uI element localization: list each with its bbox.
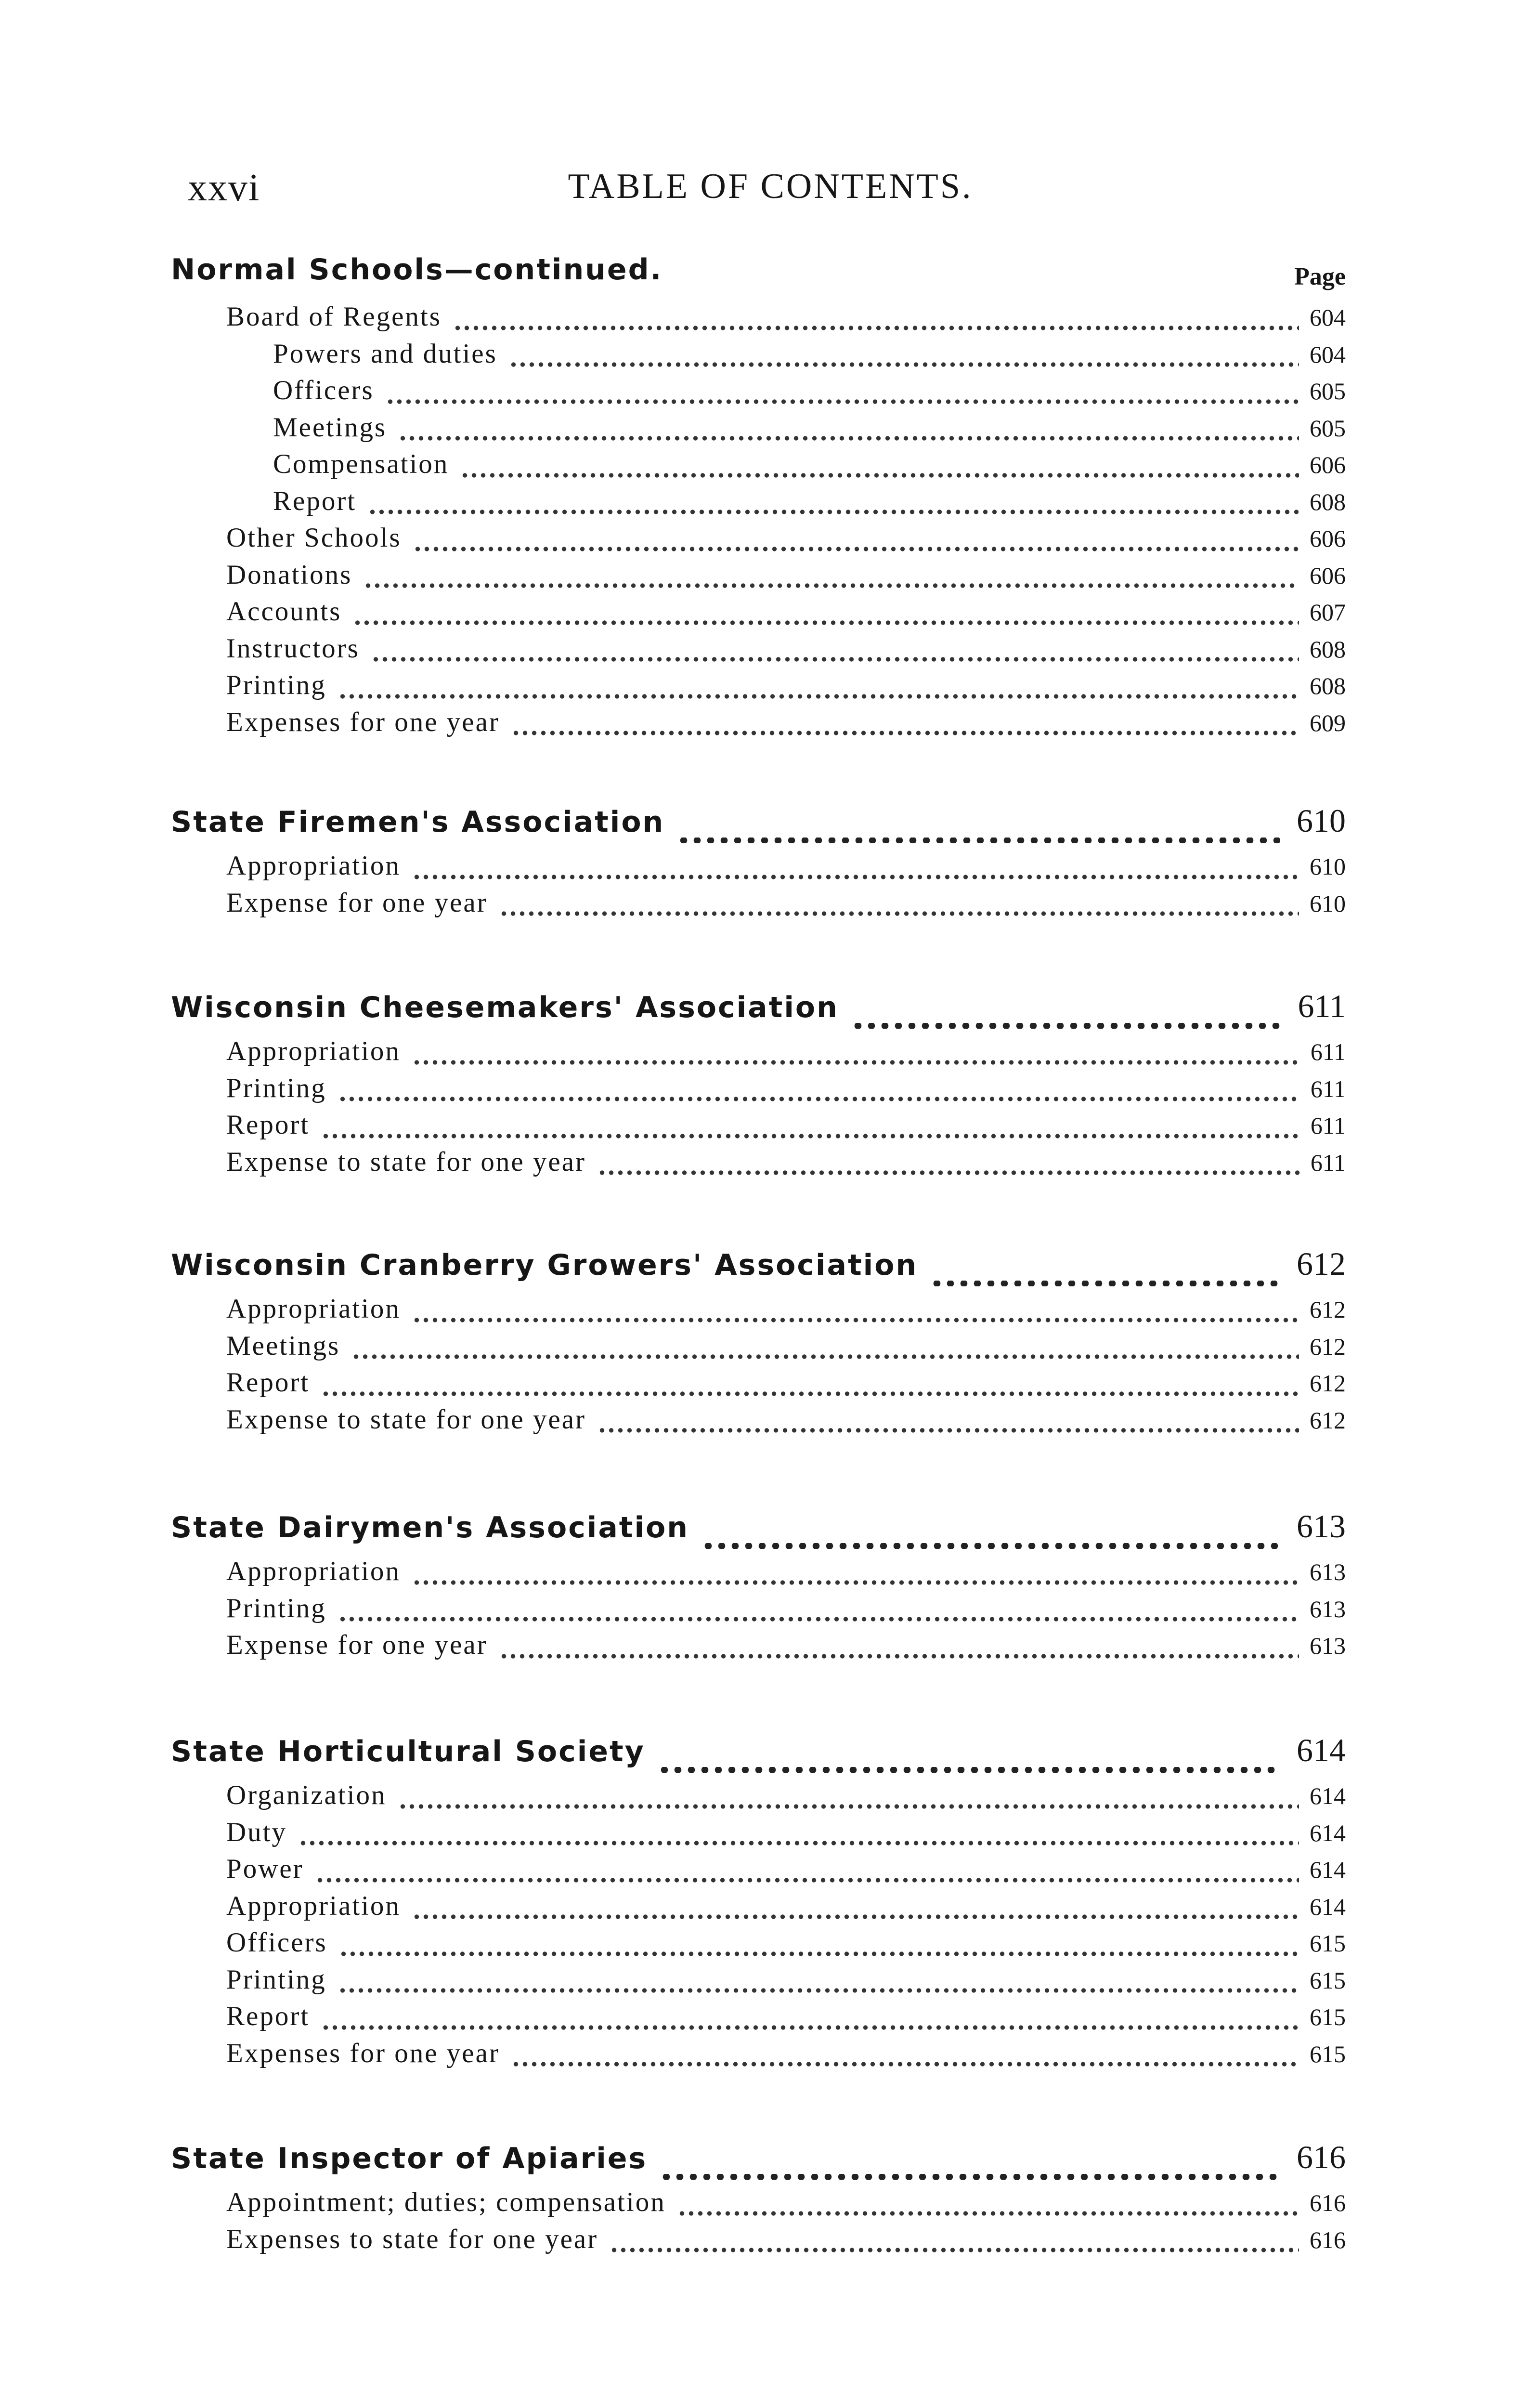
section-heading bbox=[171, 1245, 1346, 1293]
toc-entry bbox=[171, 1853, 1346, 1890]
dot-leader bbox=[460, 473, 1299, 478]
toc-entry bbox=[171, 2186, 1346, 2224]
entry-page-number: 609 bbox=[1310, 709, 1346, 736]
entry-page-number: 611 bbox=[1310, 1038, 1346, 1065]
section-page-number: 612 bbox=[1297, 1245, 1346, 1282]
dot-leader bbox=[412, 1060, 1300, 1065]
section-heading bbox=[171, 802, 1346, 850]
section-title: Normal Schools—continued. bbox=[171, 253, 663, 287]
toc-entry bbox=[171, 1927, 1346, 1964]
toc-entry bbox=[171, 485, 1346, 523]
section-page-number: 616 bbox=[1297, 2139, 1346, 2175]
entry-page-number: 612 bbox=[1310, 1406, 1346, 1434]
dot-leader bbox=[353, 620, 1299, 625]
entry-label: Expenses to state for one year bbox=[226, 2224, 598, 2254]
dot-leader bbox=[398, 1804, 1299, 1809]
entry-label: Expense to state for one year bbox=[226, 1404, 586, 1435]
toc-entry bbox=[171, 2038, 1346, 2075]
entry-page-number: 616 bbox=[1310, 2189, 1346, 2216]
entry-label: Powers and duties bbox=[273, 338, 497, 369]
entry-page-number: 606 bbox=[1310, 451, 1346, 478]
entry-label: Officers bbox=[226, 1927, 327, 1958]
entry-page-number: 611 bbox=[1310, 1149, 1346, 1176]
toc-entry bbox=[171, 669, 1346, 707]
page-column-label: Page bbox=[1294, 263, 1346, 290]
dot-leader bbox=[315, 1878, 1299, 1883]
toc-entry bbox=[171, 1629, 1346, 1666]
toc-entry bbox=[171, 2001, 1346, 2038]
running-title: TABLE OF CONTENTS. bbox=[568, 167, 973, 206]
entry-label: Printing bbox=[226, 670, 326, 700]
entry-label: Report bbox=[226, 2001, 310, 2031]
entry-list bbox=[171, 850, 1346, 924]
section-page-number: 611 bbox=[1298, 988, 1346, 1024]
toc-section bbox=[171, 1245, 1346, 1440]
dot-leader bbox=[368, 510, 1299, 514]
dot-leader bbox=[509, 362, 1299, 367]
entry-page-number: 614 bbox=[1310, 1893, 1346, 1920]
dot-leader bbox=[702, 1543, 1280, 1549]
toc-entry bbox=[171, 633, 1346, 670]
toc-entry bbox=[171, 301, 1346, 338]
toc-entry bbox=[171, 1964, 1346, 2001]
entry-page-number: 608 bbox=[1310, 672, 1346, 699]
section-title: State Inspector of Apiaries bbox=[171, 2142, 648, 2175]
toc-entry bbox=[171, 1146, 1346, 1183]
entry-page-number: 611 bbox=[1310, 1075, 1346, 1102]
entry-label: Other Schools bbox=[226, 523, 402, 553]
entry-page-number: 614 bbox=[1310, 1782, 1346, 1809]
section-page-number: 613 bbox=[1297, 1508, 1346, 1544]
entry-label: Printing bbox=[226, 1593, 326, 1623]
section-title: Wisconsin Cranberry Growers' Association bbox=[171, 1248, 918, 1282]
section-heading bbox=[171, 253, 1346, 301]
dot-leader bbox=[338, 1988, 1299, 1993]
entry-page-number: 604 bbox=[1310, 304, 1346, 331]
entry-page-number: 606 bbox=[1310, 525, 1346, 552]
dot-leader bbox=[321, 1391, 1299, 1396]
page-header bbox=[188, 166, 1353, 224]
entry-label: Power bbox=[226, 1854, 304, 1884]
toc-section bbox=[171, 2138, 1346, 2260]
dot-leader bbox=[398, 436, 1299, 441]
entry-label: Meetings bbox=[273, 412, 387, 443]
dot-leader bbox=[851, 1023, 1280, 1029]
entry-list bbox=[171, 1556, 1346, 1666]
entry-page-number: 607 bbox=[1310, 599, 1346, 626]
entry-label: Report bbox=[226, 1110, 310, 1140]
section-title: Wisconsin Cheesemakers' Association bbox=[171, 991, 839, 1024]
toc-entry bbox=[171, 707, 1346, 744]
dot-leader bbox=[511, 731, 1299, 735]
dot-leader bbox=[453, 326, 1299, 330]
toc-entry bbox=[171, 1817, 1346, 1854]
toc-entry bbox=[171, 338, 1346, 375]
toc-entry bbox=[171, 1073, 1346, 1110]
toc-entry bbox=[171, 887, 1346, 924]
toc-entry bbox=[171, 1556, 1346, 1593]
dot-leader bbox=[413, 547, 1299, 551]
dot-leader bbox=[660, 2174, 1280, 2180]
entry-page-number: 615 bbox=[1310, 1930, 1346, 1957]
entry-list bbox=[171, 1780, 1346, 2074]
dot-leader bbox=[598, 1428, 1299, 1433]
entry-page-number: 613 bbox=[1310, 1558, 1346, 1585]
dot-leader bbox=[321, 1134, 1300, 1139]
entry-label: Appointment; duties; compensation bbox=[226, 2187, 666, 2217]
section-page-number: 614 bbox=[1297, 1732, 1346, 1768]
dot-leader bbox=[321, 2025, 1299, 2030]
entry-label: Meetings bbox=[226, 1330, 340, 1361]
entry-label: Expense for one year bbox=[226, 1630, 488, 1660]
toc-entry bbox=[171, 559, 1346, 596]
toc-entry bbox=[171, 1890, 1346, 1927]
entry-page-number: 608 bbox=[1310, 635, 1346, 663]
dot-leader bbox=[412, 1580, 1299, 1585]
entry-page-number: 615 bbox=[1310, 2003, 1346, 2030]
dot-leader bbox=[339, 1951, 1299, 1956]
dot-leader bbox=[930, 1281, 1280, 1286]
entry-page-number: 612 bbox=[1310, 1333, 1346, 1360]
toc-entry bbox=[171, 1109, 1346, 1146]
entry-label: Duty bbox=[226, 1817, 287, 1847]
entry-page-number: 614 bbox=[1310, 1819, 1346, 1846]
toc-entry bbox=[171, 1035, 1346, 1073]
section-title: State Firemen's Association bbox=[171, 805, 665, 839]
entry-page-number: 604 bbox=[1310, 340, 1346, 368]
toc-entry bbox=[171, 1404, 1346, 1441]
section-title: State Horticultural Society bbox=[171, 1735, 645, 1768]
entry-page-number: 610 bbox=[1310, 890, 1346, 917]
dot-leader bbox=[412, 1318, 1299, 1322]
entry-label: Expense for one year bbox=[226, 887, 488, 918]
toc-entry bbox=[171, 412, 1346, 449]
entry-label: Accounts bbox=[226, 596, 342, 627]
dot-leader bbox=[677, 2211, 1299, 2216]
dot-leader bbox=[371, 657, 1299, 662]
toc-section bbox=[171, 253, 1346, 743]
dot-leader bbox=[598, 1170, 1300, 1175]
section-page-number: 610 bbox=[1297, 802, 1346, 839]
toc-section bbox=[171, 802, 1346, 924]
entry-page-number: 611 bbox=[1310, 1112, 1346, 1139]
dot-leader bbox=[511, 2062, 1299, 2067]
entry-label: Expense to state for one year bbox=[226, 1146, 586, 1177]
dot-leader bbox=[338, 694, 1299, 699]
toc-entry bbox=[171, 850, 1346, 887]
entry-label: Organization bbox=[226, 1780, 387, 1810]
entry-list bbox=[171, 1293, 1346, 1440]
toc-entry bbox=[171, 375, 1346, 412]
toc-entry bbox=[171, 596, 1346, 633]
dot-leader bbox=[412, 1914, 1299, 1919]
toc-entry bbox=[171, 1593, 1346, 1630]
entry-label: Board of Regents bbox=[226, 301, 442, 332]
toc-section bbox=[171, 1507, 1346, 1666]
dot-leader bbox=[386, 399, 1299, 404]
entry-label: Appropriation bbox=[226, 851, 401, 881]
entry-page-number: 612 bbox=[1310, 1370, 1346, 1397]
section-title: State Dairymen's Association bbox=[171, 1511, 689, 1544]
toc-entry bbox=[171, 1330, 1346, 1367]
entry-label: Appropriation bbox=[226, 1556, 401, 1586]
dot-leader bbox=[364, 583, 1299, 588]
dot-leader bbox=[658, 1767, 1280, 1773]
entry-page-number: 608 bbox=[1310, 488, 1346, 515]
entry-page-number: 610 bbox=[1310, 853, 1346, 880]
page-number: xxvi bbox=[188, 167, 260, 209]
entry-label: Printing bbox=[226, 1073, 326, 1103]
dot-leader bbox=[610, 2248, 1299, 2252]
entry-label: Expenses for one year bbox=[226, 707, 500, 737]
entry-label: Compensation bbox=[273, 449, 449, 479]
entry-page-number: 615 bbox=[1310, 2040, 1346, 2068]
section-heading bbox=[171, 987, 1346, 1035]
toc-entry bbox=[171, 522, 1346, 559]
entry-label: Officers bbox=[273, 375, 374, 406]
entry-label: Appropriation bbox=[226, 1036, 401, 1066]
entry-list bbox=[171, 1035, 1346, 1183]
section-heading bbox=[171, 1507, 1346, 1556]
entry-page-number: 605 bbox=[1310, 414, 1346, 442]
dot-leader bbox=[677, 838, 1280, 843]
entry-page-number: 605 bbox=[1310, 378, 1346, 405]
entry-label: Instructors bbox=[226, 633, 360, 664]
entry-list bbox=[171, 2186, 1346, 2260]
entry-page-number: 616 bbox=[1310, 2226, 1346, 2253]
entry-page-number: 606 bbox=[1310, 562, 1346, 589]
toc-entry bbox=[171, 2224, 1346, 2261]
toc-entry bbox=[171, 1780, 1346, 1817]
dot-leader bbox=[351, 1354, 1299, 1359]
toc-section bbox=[171, 987, 1346, 1183]
entry-label: Report bbox=[226, 1367, 310, 1398]
toc-entry bbox=[171, 1367, 1346, 1404]
entry-label: Expenses for one year bbox=[226, 2038, 500, 2068]
entry-label: Appropriation bbox=[226, 1890, 401, 1921]
section-heading bbox=[171, 1731, 1346, 1780]
dot-leader bbox=[299, 1841, 1299, 1845]
entry-page-number: 614 bbox=[1310, 1856, 1346, 1883]
section-heading bbox=[171, 2138, 1346, 2186]
dot-leader bbox=[338, 1097, 1300, 1101]
entry-page-number: 613 bbox=[1310, 1595, 1346, 1623]
entry-label: Report bbox=[273, 485, 357, 516]
dot-leader bbox=[412, 875, 1299, 879]
entry-page-number: 613 bbox=[1310, 1632, 1346, 1659]
toc-entry bbox=[171, 1293, 1346, 1330]
dot-leader bbox=[499, 1654, 1299, 1659]
dot-leader bbox=[338, 1617, 1299, 1622]
entry-label: Appropriation bbox=[226, 1294, 401, 1324]
entry-page-number: 615 bbox=[1310, 1966, 1346, 1994]
entry-page-number: 612 bbox=[1310, 1296, 1346, 1323]
toc-entry bbox=[171, 448, 1346, 485]
toc-section bbox=[171, 1731, 1346, 2074]
entry-label: Donations bbox=[226, 559, 352, 590]
entry-list bbox=[171, 301, 1346, 743]
entry-label: Printing bbox=[226, 1964, 326, 1995]
dot-leader bbox=[499, 911, 1299, 916]
